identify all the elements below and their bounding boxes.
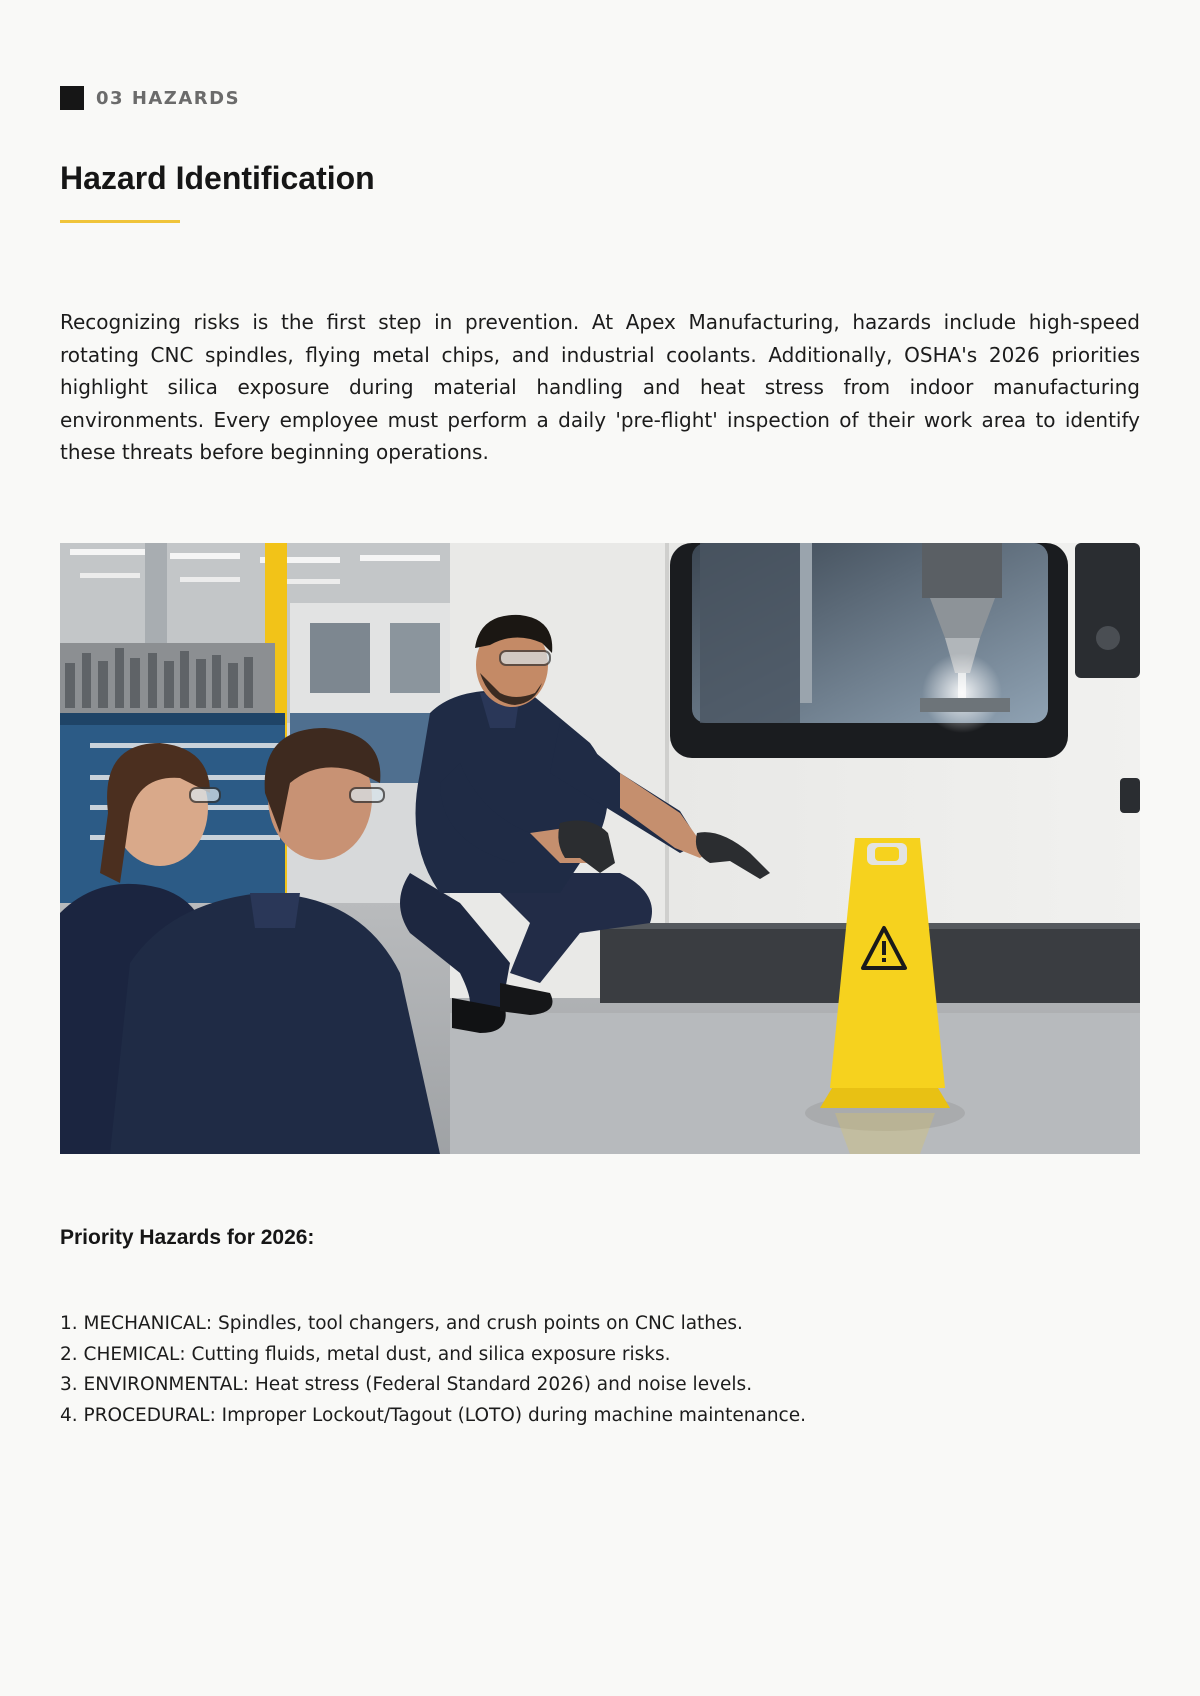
priority-hazards-heading: Priority Hazards for 2026:	[60, 1226, 315, 1249]
list-item: 4. PROCEDURAL: Improper Lockout/Tagout (LOTO) during machine maintenance.	[60, 1404, 806, 1426]
section-tag	[60, 86, 240, 110]
page-title: Hazard Identification	[60, 160, 375, 196]
section-label: 03 HAZARDS	[96, 87, 241, 109]
priority-hazards-list	[60, 1309, 806, 1431]
workshop-photo	[60, 543, 1140, 1154]
list-item: 2. CHEMICAL: Cutting fluids, metal dust, and silica exposure risks.	[60, 1343, 671, 1365]
section-marker-square	[60, 86, 84, 110]
list-item: 3. ENVIRONMENTAL: Heat stress (Federal Standard 2026) and noise levels.	[60, 1374, 753, 1395]
intro-paragraph: Recognizing risks is the first step in prevention. At Apex Manufacturing, hazards include high-speed rotating CNC spindles, flying metal chips, and industrial coolants. Additionally, OSHA's 2026 priorities highlight silica exposure during material handling and heat stress from indoor manufacturing environments. Every employee must perform a daily 'pre-flight' inspection of their work area to identify these threats before beginning operations.	[60, 310, 1140, 464]
title-underline	[60, 220, 180, 223]
list-item: 1. MECHANICAL: Spindles, tool changers, and crush points on CNC lathes.	[60, 1313, 743, 1334]
